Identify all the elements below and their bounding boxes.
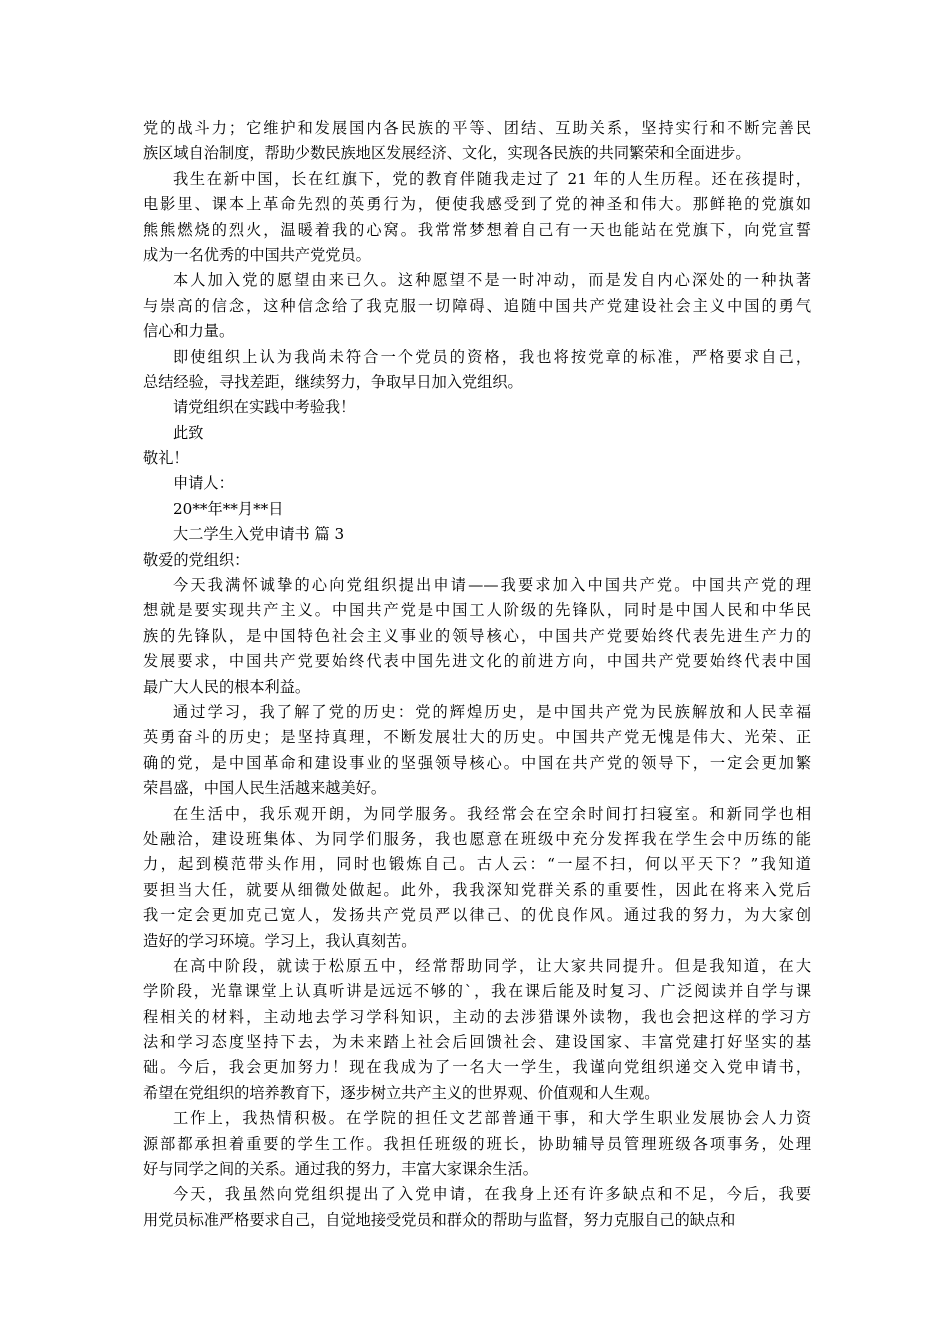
- paragraph: [143, 573, 811, 700]
- text-line: 发展要求，中国共产党要始终代表中国先进文化的前进方向，中国共产党要始终代表中国: [143, 652, 811, 671]
- paragraph: [143, 497, 811, 522]
- paragraph: [143, 116, 811, 167]
- text-line: 我生在新中国，长在红旗下，党的教育伴随我走过了 21 年的人生历程。还在孩提时，: [173, 169, 811, 188]
- paragraph: [143, 446, 811, 471]
- text-line: 申请人：: [173, 474, 234, 493]
- text-line: 此致: [173, 423, 204, 442]
- text-line: 总结经验，寻找差距，继续努力，争取早日加入党组织。: [143, 372, 523, 391]
- text-line: 学阶段，光靠课堂上认真听讲是远远不够的`，我在课后能及时复习、广泛阅读并自学与课: [143, 982, 811, 1001]
- text-line: 好与同学之间的关系。通过我的努力，丰富大家课余生活。: [143, 1160, 538, 1179]
- paragraph: [143, 802, 811, 954]
- text-line: 与崇高的信念，这种信念给了我克服一切障碍、追随中国共产党建设社会主义中国的勇气: [143, 296, 811, 315]
- paragraph: [143, 268, 811, 344]
- text-line: 法和学习态度坚持下去，为未来踏上社会后回馈社会、建设国家、丰富党建打好坚实的基: [143, 1033, 811, 1052]
- text-line: 源部都承担着重要的学生工作。我担任班级的班长，协助辅导员管理班级各项事务，处理: [143, 1134, 811, 1153]
- text-line: 英勇奋斗的历史；是坚持真理，不断发展壮大的历史。中国共产党无愧是伟大、光荣、正: [143, 728, 811, 747]
- text-line: 在生活中，我乐观开朗，为同学服务。我经常会在空余时间打扫寝室。和新同学也相: [173, 804, 811, 823]
- text-line: 荣昌盛，中国人民生活越来越美好。: [143, 779, 386, 798]
- text-line: 我一定会更加克己宽人，发扬共产党员严以律己、的优良作风。通过我的努力，为大家创: [143, 906, 811, 925]
- text-line: 希望在党组织的培养教育下，逐步树立共产主义的世界观、价值观和人生观。: [143, 1083, 660, 1102]
- text-line: 今天我满怀诚挚的心向党组织提出申请——我要求加入中国共产党。中国共产党的理: [173, 576, 811, 595]
- text-line: 确的党，是中国革命和建设事业的坚强领导核心。中国在共产党的领导下，一定会更加繁: [143, 753, 811, 772]
- paragraph: [143, 1106, 811, 1182]
- text-line: 20**年**月**日: [173, 499, 284, 518]
- text-line: 敬礼！: [143, 449, 189, 468]
- text-line: 础。今后，我会更加努力！现在我成为了一名大一学生，我谨向党组织递交入党申请书，: [143, 1058, 811, 1077]
- text-line: 熊熊燃烧的烈火，温暖着我的心窝。我常常梦想着自己有一天也能站在党旗下，向党宣誓: [143, 220, 811, 239]
- paragraph: [143, 1182, 811, 1233]
- text-line: 族区域自治制度，帮助少数民族地区发展经济、文化，实现各民族的共同繁荣和全面进步。: [143, 144, 751, 163]
- text-line: 敬爱的党组织：: [143, 550, 250, 569]
- text-line: 工作上，我热情积极。在学院的担任文艺部普通干事，和大学生职业发展协会人力资: [173, 1109, 811, 1128]
- text-line: 力，起到模范带头作用，同时也锻炼自己。古人云：“一屋不扫，何以平天下？”我知道: [143, 855, 811, 874]
- text-line: 今天，我虽然向党组织提出了入党申请，在我身上还有许多缺点和不足，今后，我要: [173, 1185, 811, 1204]
- text-line: 本人加入党的愿望由来已久。这种愿望不是一时冲动，而是发自内心深处的一种执著: [173, 271, 811, 290]
- text-line: 党的战斗力；它维护和发展国内各民族的平等、团结、互助关系，坚持实行和不断完善民: [143, 119, 811, 137]
- paragraph: [143, 700, 811, 802]
- text-line: 电影里、课本上革命先烈的英勇行为，便使我感受到了党的神圣和伟大。那鲜艳的党旗如: [143, 195, 811, 214]
- text-line: 请党组织在实践中考验我！: [173, 398, 356, 417]
- text-line: 在高中阶段，就读于松原五中，经常帮助同学，让大家共同提升。但是我知道，在大: [173, 956, 811, 975]
- text-line: 程相关的材料，主动地去学习学科知识，主动的去涉猎课外读物，我也会把这样的学习方: [143, 1007, 811, 1026]
- paragraph: [143, 522, 811, 547]
- text-line: 想就是要实现共产主义。中国共产党是中国工人阶级的先锋队，同时是中国人民和中华民: [143, 601, 811, 620]
- text-line: 造好的学习环境。学习上，我认真刻苦。: [143, 931, 417, 950]
- text-line: 处融洽，建设班集体、为同学们服务，我也愿意在班级中充分发挥我在学生会中历练的能: [143, 829, 811, 848]
- text-line: 即使组织上认为我尚未符合一个党员的资格，我也将按党章的标准，严格要求自己，: [173, 347, 811, 366]
- text-line: 信心和力量。: [143, 322, 235, 341]
- paragraph: [143, 345, 811, 396]
- paragraph: [143, 548, 811, 573]
- text-line: 成为一名优秀的中国共产党党员。: [143, 245, 371, 264]
- text-line: 大二学生入党申请书 篇 3: [173, 525, 345, 544]
- text-line: 通过学习，我了解了党的历史：党的辉煌历史，是中国共产党为民族解放和人民幸福: [173, 702, 811, 721]
- text-line: 用党员标准严格要求自己，自觉地接受党员和群众的帮助与监督，努力克服自己的缺点和: [143, 1210, 736, 1229]
- paragraph: [143, 421, 811, 446]
- text-line: 族的先锋队，是中国特色社会主义事业的领导核心，中国共产党要始终代表先进生产力的: [143, 626, 811, 645]
- text-line: 要担当大任，就要从细微处做起。此外，我我深知党群关系的重要性，因此在将来入党后: [143, 880, 811, 899]
- document-page: [143, 116, 811, 1233]
- paragraph: [143, 167, 811, 269]
- paragraph: [143, 471, 811, 496]
- paragraph: [143, 954, 811, 1106]
- text-line: 最广大人民的根本利益。: [143, 677, 311, 696]
- paragraph: [143, 395, 811, 420]
